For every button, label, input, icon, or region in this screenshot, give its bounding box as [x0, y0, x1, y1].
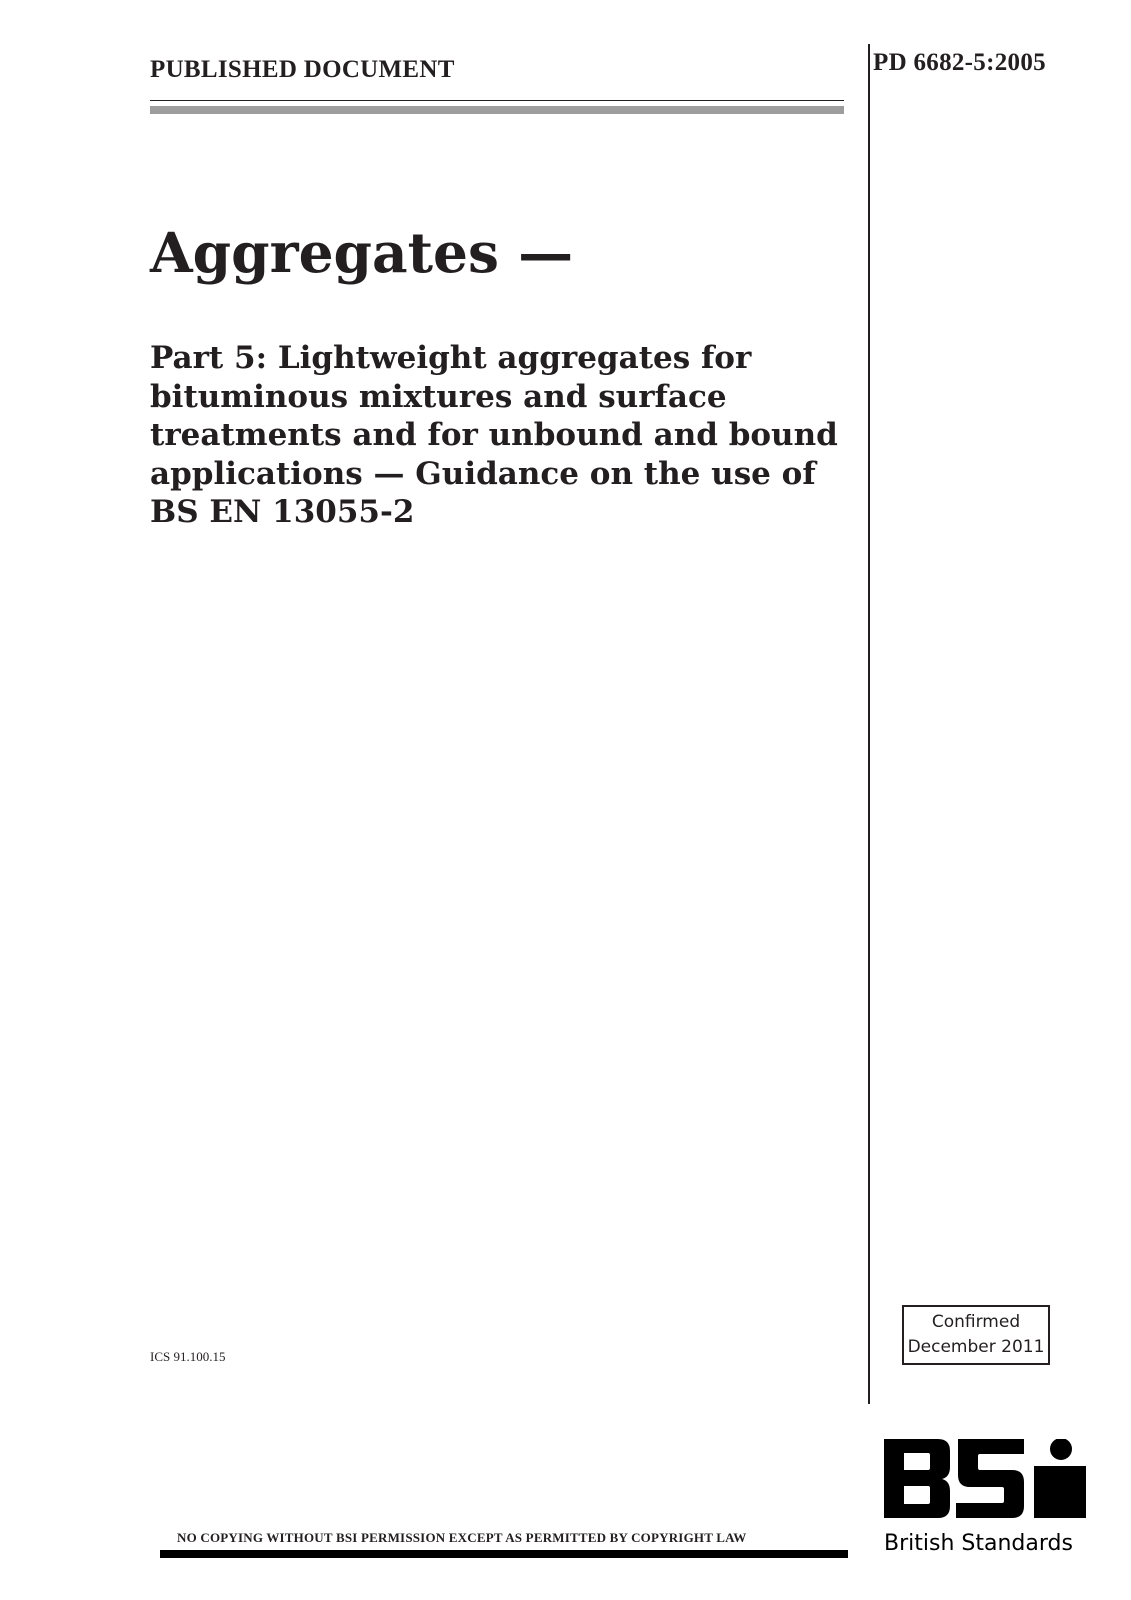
confirmed-date: December 2011	[907, 1337, 1045, 1357]
ics-code: ICS 91.100.15	[150, 1349, 226, 1364]
footer-rule	[160, 1550, 848, 1558]
subtitle-line: BS EN 13055-2	[150, 494, 415, 530]
header-rule-thin	[150, 100, 844, 101]
document-subtitle	[150, 339, 870, 532]
subtitle-line: Part 5: Lightweight aggregates for	[150, 340, 752, 376]
vertical-divider	[868, 44, 870, 1404]
confirmed-stamp	[902, 1305, 1050, 1365]
subtitle-line: bituminous mixtures and surface	[150, 378, 727, 415]
header-rule-thick	[150, 106, 844, 114]
document-number: PD 6682-5:2005	[873, 49, 1046, 76]
bsi-tagline: British Standards	[884, 1531, 1073, 1556]
document-type-label: PUBLISHED DOCUMENT	[150, 56, 455, 83]
confirmed-label: Confirmed	[931, 1312, 1021, 1332]
subtitle-line: applications — Guidance on the use of	[150, 455, 816, 492]
subtitle-line: treatments and for unbound and bound	[150, 417, 838, 453]
document-title: Aggregates —	[150, 220, 574, 285]
copyright-notice: NO COPYING WITHOUT BSI PERMISSION EXCEPT AS PERMITTED BY COPYRIGHT LAW	[177, 1530, 747, 1545]
bsi-logo	[884, 1439, 1086, 1518]
